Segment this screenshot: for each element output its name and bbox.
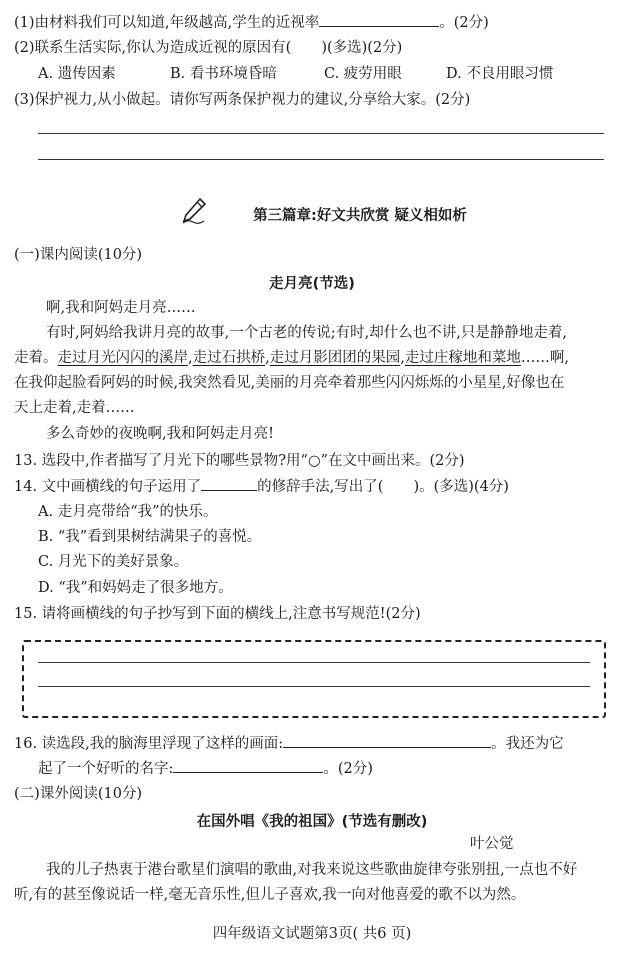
- p2-text-b: ,: [188, 350, 193, 366]
- q2-option-d: D. 不良用眼习惯: [446, 66, 554, 82]
- q15-answer-line-2[interactable]: [38, 686, 590, 687]
- reading1-title: 走月亮(节选): [269, 276, 355, 292]
- reading1-header: (一)课内阅读(10分): [14, 247, 143, 263]
- reading1-paragraph-1: 啊,我和阿妈走月亮……: [46, 300, 196, 316]
- reading1-paragraph-2-line-3: 在我仰起脸看阿妈的时候,我突然看见,美丽的月亮牵着那些闪闪烁烁的小星星,好像也在: [14, 375, 565, 391]
- q14-text-c: )。(多选)(4分): [413, 479, 509, 495]
- question-q16-line-2: [38, 758, 610, 779]
- question-q14: [14, 476, 610, 497]
- question-q13: 13. 选段中,作者描写了月光下的哪些景物?用“○”在文中画出来。(2分): [14, 453, 465, 469]
- q1-text: (1)由材料我们可以知道,年级越高,学生的近视率: [14, 15, 320, 31]
- reading2-author: 叶公觉: [470, 836, 514, 852]
- q3-answer-line-2[interactable]: [38, 159, 604, 160]
- q15-answer-box: [22, 640, 606, 718]
- q15-answer-line-1[interactable]: [38, 662, 590, 663]
- question-q2: [14, 38, 610, 58]
- q14-option-c: C. 月光下的美好景象。: [38, 554, 189, 570]
- q14-text-a: 14. 文中画横线的句子运用了: [14, 479, 202, 495]
- q1-score: 。(2分): [439, 15, 489, 31]
- q16-text-c: 起了一个好听的名字:: [38, 761, 174, 777]
- underlined-phrase-4: 走过庄稼地和菜地: [404, 350, 521, 366]
- p2-text-e: ……啊,: [520, 350, 569, 366]
- q14-text-b: 的修辞手法,写出了(: [257, 479, 384, 495]
- reading2-title: 在国外唱《我的祖国》(节选有删改): [196, 814, 428, 830]
- q3-answer-line-1[interactable]: [38, 133, 604, 134]
- reading1-paragraph-2-line-2: [14, 348, 610, 368]
- reading1-paragraph-2-line-4: 天上走着,走着……: [14, 400, 135, 416]
- q1-answer-blank[interactable]: [319, 12, 439, 27]
- question-q15: 15. 请将画横线的句子抄写到下面的横线上,注意书写规范!(2分): [14, 606, 421, 622]
- reading2-line-2: 听,有的甚至像说话一样,毫无音乐性,但儿子喜欢,我一向对他喜爱的歌不以为然。: [14, 887, 526, 903]
- p2-text-d: ,: [400, 350, 405, 366]
- p2-text-c: ,: [265, 350, 270, 366]
- q2-option-c: C. 疲劳用眼: [324, 66, 402, 82]
- underlined-phrase-1: 走过月光闪闪的溪岸: [57, 350, 188, 366]
- q16-text-a: 16. 读选段,我的脑海里浮现了这样的画面:: [14, 736, 284, 752]
- q2-score: )(多选)(2分): [321, 40, 403, 56]
- q14-option-a: A. 走月亮带给“我”的快乐。: [38, 504, 218, 520]
- q2-option-b: B. 看书环境昏暗: [170, 66, 277, 82]
- q14-option-d: D. “我”和妈妈走了很多地方。: [38, 580, 233, 596]
- p2-text-a: 走着。: [14, 350, 58, 366]
- reading2-header: (二)课外阅读(10分): [14, 786, 143, 802]
- q16-text-b: 。我还为它: [491, 736, 564, 752]
- underlined-phrase-2: 走过石拱桥: [192, 350, 266, 366]
- q2-option-a: A. 遗传因素: [38, 66, 116, 82]
- q14-answer-blank[interactable]: [201, 476, 257, 491]
- q14-option-b: B. “我”看到果树结满果子的喜悦。: [38, 529, 262, 545]
- reading1-paragraph-3: 多么奇妙的夜晚啊,我和阿妈走月亮!: [46, 426, 274, 442]
- question-q16: [14, 733, 610, 754]
- q16-name-blank[interactable]: [173, 758, 323, 773]
- q2-text: (2)联系生活实际,你认为造成近视的原因有(: [14, 40, 292, 56]
- question-q1: [14, 12, 610, 33]
- q16-text-d: 。(2分): [323, 761, 373, 777]
- q16-picture-blank[interactable]: [283, 733, 491, 748]
- reading1-paragraph-2-line-1: 有时,阿妈给我讲月亮的故事,一个古老的传说;有时,却什么也不讲,只是静静地走着,: [46, 325, 567, 341]
- reading2-line-1: 我的儿子热衷于港台歌星们演唱的歌曲,对我来说这些歌曲旋律夸张别扭,一点也不好: [46, 862, 578, 878]
- section3-title: 第三篇章:好文共欣赏 疑义相如析: [253, 208, 467, 224]
- question-q3: (3)保护视力,从小做起。请你写两条保护视力的建议,分享给大家。(2分): [14, 92, 471, 108]
- underlined-phrase-3: 走过月影团团的果园: [269, 350, 401, 366]
- page-footer: 四年级语文试题第3页( 共6 页): [212, 926, 412, 942]
